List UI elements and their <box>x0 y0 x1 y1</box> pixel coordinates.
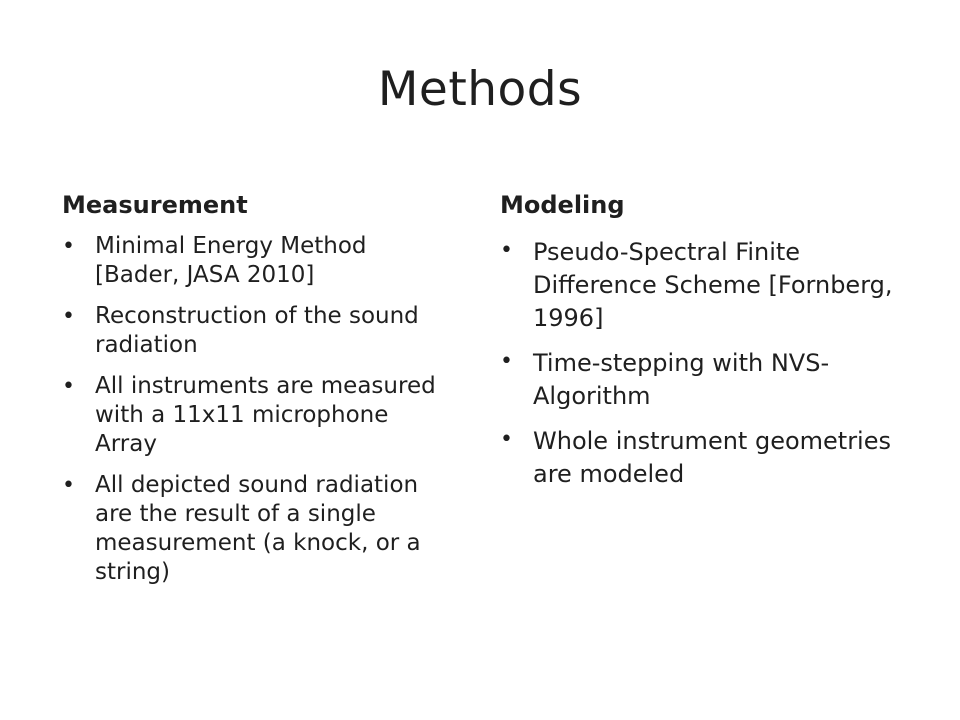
modeling-item-text: Time-stepping with NVS-Algorithm <box>533 349 830 410</box>
modeling-heading: Modeling <box>500 191 625 219</box>
measurement-heading: Measurement <box>62 191 248 219</box>
bullet-icon: • <box>500 349 513 374</box>
measurement-item-text: All instruments are measured with a 11x11 microphone Array <box>95 373 436 457</box>
modeling-item-text: Pseudo-Spectral Finite Difference Scheme [Fornberg, 1996] <box>533 238 893 332</box>
bullet-icon: • <box>62 304 75 329</box>
measurement-item-text: Minimal Energy Method [Bader, JASA 2010] <box>95 233 367 288</box>
bullet-icon: • <box>500 238 513 263</box>
bullet-icon: • <box>62 234 75 259</box>
measurement-item <box>62 232 452 290</box>
modeling-column <box>500 190 900 503</box>
bullet-icon: • <box>500 427 513 452</box>
measurement-item-text: All depicted sound radiation are the result of a single measurement (a knock, or a string) <box>95 472 421 585</box>
modeling-item-text: Whole instrument geometries are modeled <box>533 427 891 488</box>
measurement-item-text: Reconstruction of the sound radiation <box>95 303 419 358</box>
bullet-icon: • <box>62 473 75 498</box>
modeling-item <box>500 236 900 335</box>
measurement-item <box>62 302 452 360</box>
bullet-icon: • <box>62 374 75 399</box>
measurement-item <box>62 471 452 587</box>
modeling-item <box>500 425 900 491</box>
measurement-list <box>62 232 452 587</box>
slide-title: Methods <box>377 62 583 117</box>
measurement-item <box>62 372 452 459</box>
modeling-item <box>500 347 900 413</box>
measurement-column <box>62 190 452 599</box>
modeling-list <box>500 236 900 491</box>
